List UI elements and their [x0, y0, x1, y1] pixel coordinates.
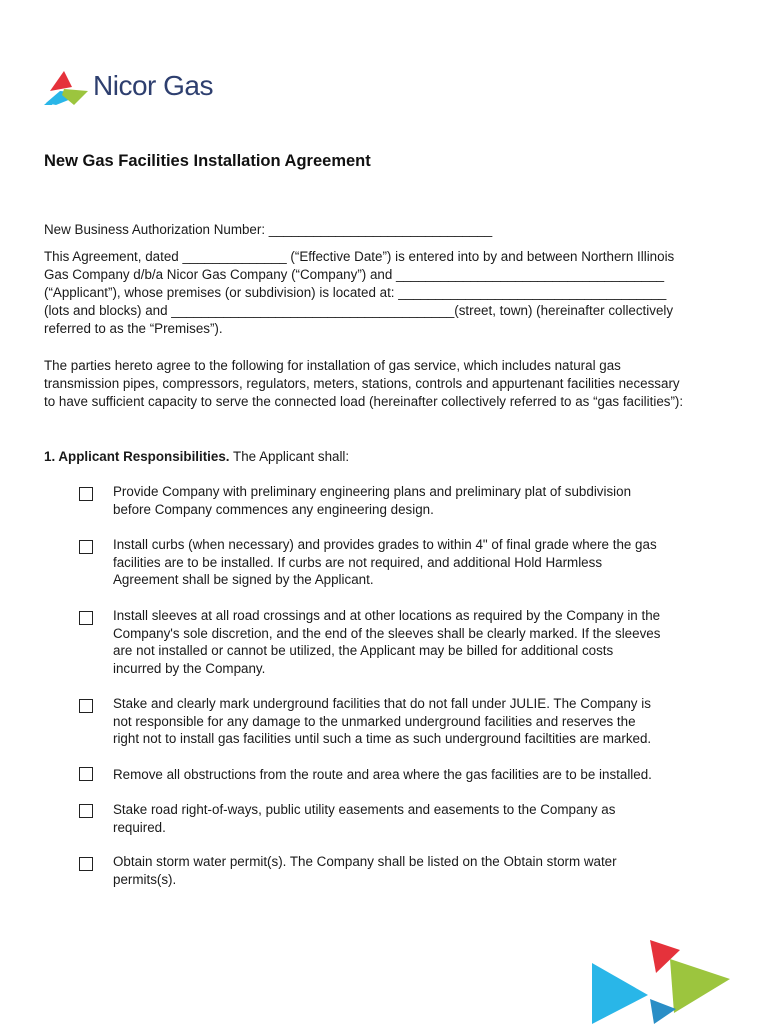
- checkbox-item-6[interactable]: [79, 804, 93, 818]
- item-line: Stake road right-of-ways, public utility easements and easements to the Company as: [113, 802, 616, 817]
- section-heading-rest: The Applicant shall:: [229, 449, 350, 464]
- item-line: Company's sole discretion, and the end of the sleeves shall be clearly marked. If the sleeves: [113, 625, 661, 641]
- item-line: required.: [113, 819, 166, 835]
- responsibility-item-7: [113, 853, 713, 888]
- checkbox-item-3[interactable]: [79, 611, 93, 625]
- brand-triangles-icon: [590, 935, 730, 1024]
- responsibility-item-3: [113, 607, 713, 677]
- authorization-number-line: [44, 221, 716, 239]
- responsibility-item-6: [113, 801, 713, 836]
- item-line: Install sleeves at all road crossings and at other locations as required by the Company in the: [113, 608, 661, 623]
- item-line: right not to install gas facilities until such a time as such underground faciltities are marked.: [113, 731, 652, 747]
- agreement-line: (lots and blocks) and ______________________________________(street, town) (hereinafter collectively: [44, 303, 674, 318]
- item-line: Install curbs (when necessary) and provides grades to within 4" of final grade where the gas: [113, 537, 657, 552]
- responsibility-item-1: [113, 483, 713, 518]
- item-line: Obtain storm water permit(s). The Company shall be listed on the Obtain storm water: [113, 854, 617, 869]
- item-line: permits(s).: [113, 871, 177, 887]
- parties-line: to have sufficient capacity to serve the connected load (hereinafter collectively referred to as “gas facilities”):: [44, 394, 684, 409]
- company-name: Nicor Gas: [93, 70, 213, 101]
- agreement-line: This Agreement, dated ______________ (“Effective Date”) is entered into by and between Northern Illinois: [44, 249, 675, 264]
- document-title: New Gas Facilities Installation Agreement: [44, 152, 371, 170]
- nicor-gas-logo: [44, 64, 213, 108]
- checkbox-item-5[interactable]: [79, 767, 93, 781]
- item-line: Provide Company with preliminary engineering plans and preliminary plat of subdivision: [113, 484, 632, 499]
- item-line: facilities are to be installed. If curbs are not required, and additional Hold Harmless: [113, 554, 603, 570]
- item-line: Stake and clearly mark underground facilities that do not fall under JULIE. The Company is: [113, 696, 651, 711]
- item-line: not responsible for any damage to the unmarked underground facilities and reserves the: [113, 713, 636, 729]
- item-line: are not installed or cannot be utilized, the Applicant may be billed for additional costs: [113, 643, 614, 659]
- item-line: Remove all obstructions from the route and area where the gas facilities are to be installed.: [113, 767, 652, 782]
- authorization-text: New Business Authorization Number: ______________________________: [44, 222, 493, 237]
- responsibility-item-4: [113, 695, 713, 748]
- agreement-line: referred to as the “Premises”).: [44, 321, 223, 336]
- responsibility-item-5: [113, 766, 713, 784]
- item-line: Agreement shall be signed by the Applicant.: [113, 572, 374, 588]
- responsibility-item-2: [113, 536, 713, 589]
- parties-paragraph: [44, 357, 716, 411]
- item-line: incurred by the Company.: [113, 660, 266, 676]
- checkbox-item-7[interactable]: [79, 857, 93, 871]
- agreement-line: Gas Company d/b/a Nicor Gas Company (“Company”) and ____________________________________: [44, 267, 665, 282]
- section-heading-bold: 1. Applicant Responsibilities.: [44, 449, 230, 464]
- parties-line: The parties hereto agree to the following for installation of gas service, which includes natural gas: [44, 358, 621, 373]
- agreement-line: (“Applicant”), whose premises (or subdivision) is located at: ____________________________________: [44, 285, 667, 300]
- section-heading-applicant-responsibilities: [44, 448, 349, 466]
- parties-line: transmission pipes, compressors, regulators, meters, stations, controls and appurtenant facilities necessary: [44, 376, 680, 391]
- nicor-flame-icon: [44, 65, 90, 107]
- checkbox-item-1[interactable]: [79, 487, 93, 501]
- item-line: before Company commences any engineering design.: [113, 501, 434, 517]
- agreement-paragraph: [44, 248, 716, 338]
- checkbox-item-4[interactable]: [79, 699, 93, 713]
- checkbox-item-2[interactable]: [79, 540, 93, 554]
